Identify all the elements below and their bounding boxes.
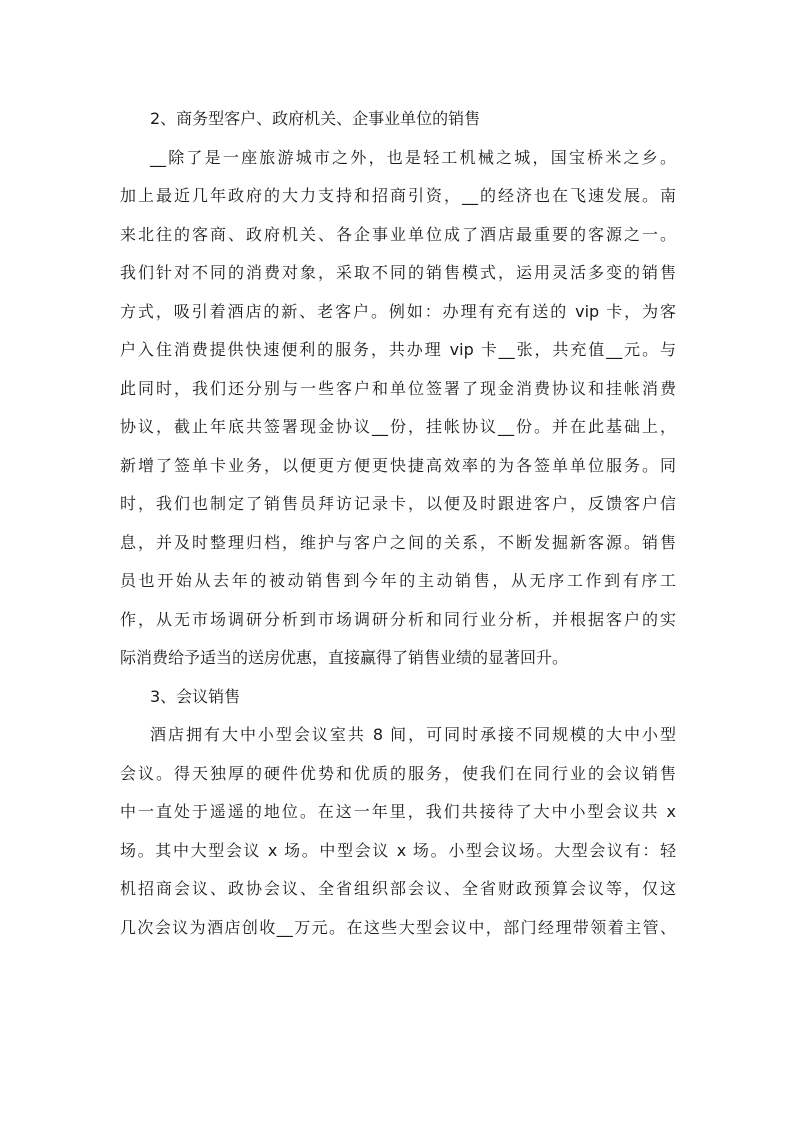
paragraph-line: 场。其中大型会议 x 场。中型会议 x 场。小型会议场。大型会议有：轻 bbox=[120, 840, 676, 860]
paragraph-line: 员也开始从去年的被动销售到今年的主动销售，从无序工作到有序工 bbox=[120, 571, 676, 590]
paragraph-line: 作，从无市场调研分析到市场调研分析和同行业分析，并根据客户的实 bbox=[120, 609, 676, 629]
paragraph-line: 新增了签单卡业务，以便更方便更快捷高效率的为各签单单位服务。同 bbox=[120, 455, 676, 475]
paragraph-line: 加上最近几年政府的大力支持和招商引资，__的经济也在飞速发展。南 bbox=[120, 186, 676, 205]
paragraph-line: 我们针对不同的消费对象，采取不同的销售模式，运用灵活多变的销售 bbox=[120, 263, 676, 282]
paragraph-line: 机招商会议、政协会议、全省组织部会议、全省财政预算会议等，仅这 bbox=[120, 879, 676, 898]
paragraph-line: 此同时，我们还分别与一些客户和单位签署了现金消费协议和挂帐消费 bbox=[120, 378, 676, 398]
paragraph-line: 会议。得天独厚的硬件优势和优质的服务，使我们在同行业的会议销售 bbox=[120, 763, 676, 783]
paragraph-line: __除了是一座旅游城市之外，也是轻工机械之城，国宝桥米之乡。 bbox=[150, 147, 676, 167]
paragraph-line: 来北往的客商、政府机关、各企事业单位成了酒店最重要的客源之一。 bbox=[120, 224, 676, 244]
section-heading: 3、会议销售 bbox=[150, 686, 241, 706]
paragraph-line: 方式，吸引着酒店的新、老客户。例如：办理有充有送的 vip 卡，为客 bbox=[120, 301, 676, 321]
paragraph-line: 几次会议为酒店创收__万元。在这些大型会议中，部门经理带领着主管、 bbox=[120, 917, 676, 937]
paragraph-line: 际消费给予适当的送房优惠，直接赢得了销售业绩的显著回升。 bbox=[120, 648, 569, 667]
body-text bbox=[120, 100, 676, 947]
paragraph-line: 时，我们也制定了销售员拜访记录卡，以便及时跟进客户，反馈客户信 bbox=[120, 494, 676, 513]
paragraph-line: 协议，截止年底共签署现金协议__份，挂帐协议__份。并在此基础上， bbox=[120, 417, 676, 436]
paragraph-line: 息，并及时整理归档，维护与客户之间的关系，不断发掘新客源。销售 bbox=[120, 532, 676, 552]
paragraph-line: 中一直处于遥遥的地位。在这一年里，我们共接待了大中小型会议共 x bbox=[120, 802, 676, 821]
section-heading: 2、商务型客户、政府机关、企事业单位的销售 bbox=[150, 109, 481, 128]
paragraph-line: 户入住消费提供快速便利的服务，共办理 vip 卡__张，共充值__元。与 bbox=[120, 340, 676, 359]
paragraph-line: 酒店拥有大中小型会议室共 8 间，可同时承接不同规模的大中小型 bbox=[150, 725, 676, 744]
